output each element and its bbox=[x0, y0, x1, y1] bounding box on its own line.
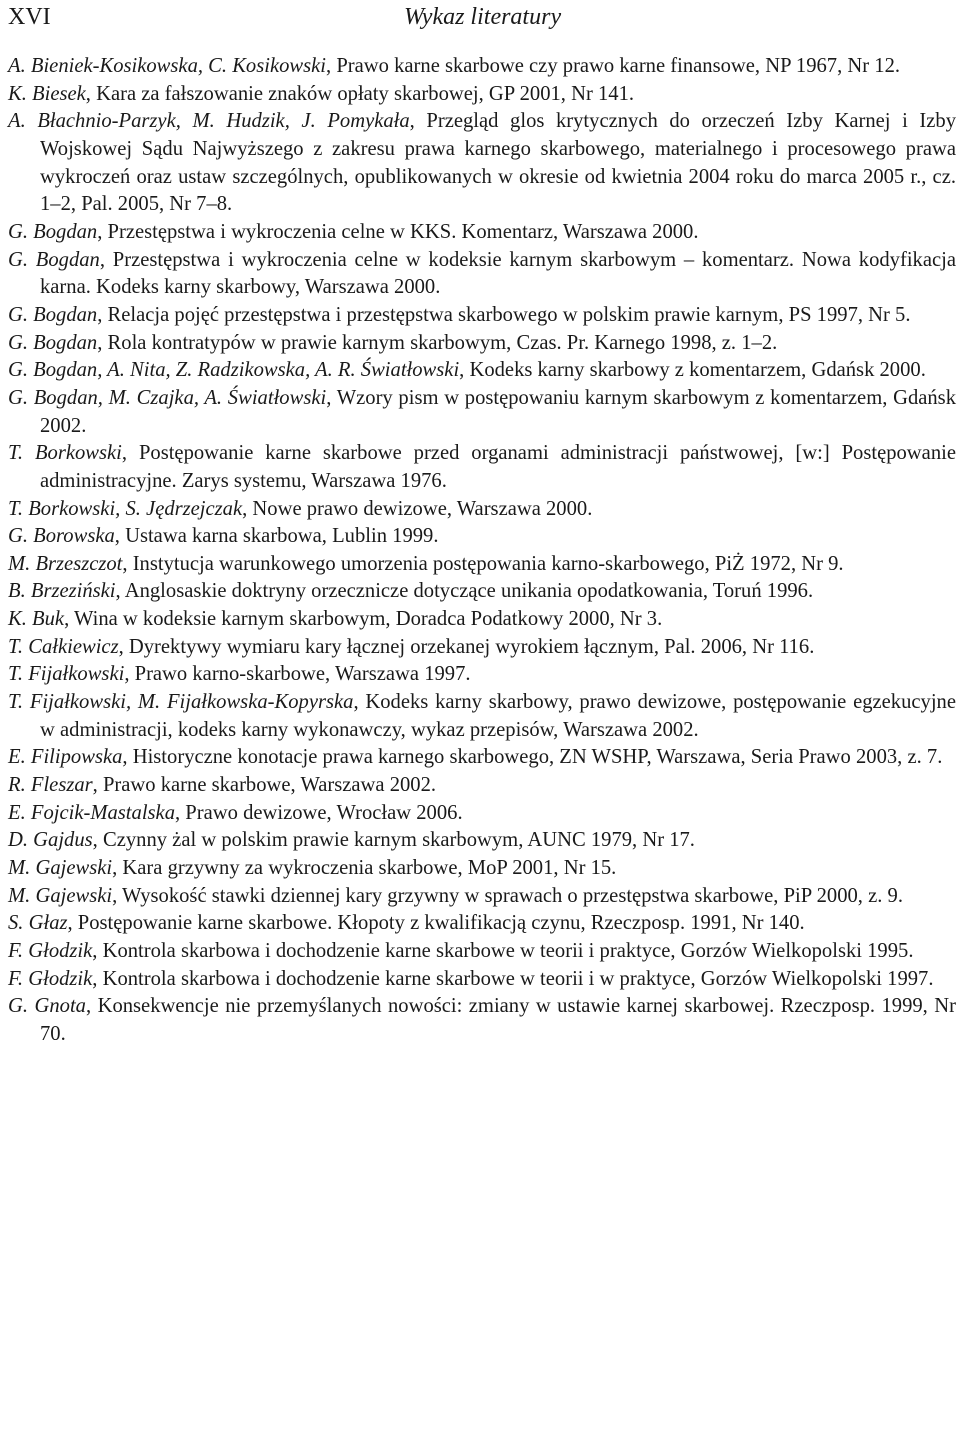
bibliography-entry bbox=[8, 938, 956, 966]
entry-text: , Instytucja warunkowego umorzenia postępowania karno-skarbowego, PiŻ 1972, Nr 9. bbox=[122, 552, 844, 575]
bibliography-entry bbox=[8, 551, 956, 579]
entry-text: , Kodeks karny skarbowy z komentarzem, Gdańsk 2000. bbox=[459, 359, 926, 382]
entry-authors: G. Bogdan bbox=[8, 331, 98, 354]
bibliography-entry bbox=[8, 385, 956, 440]
entry-authors: S. Głaz bbox=[8, 912, 68, 935]
entry-text: , Kontrola skarbowa i dochodzenie karne skarbowe w teorii i praktyce, Gorzów Wielkopolski 1995. bbox=[92, 940, 914, 962]
entry-authors: G. Bogdan, A. Nita, Z. Radzikowska, A. R. Światłowski bbox=[8, 359, 460, 382]
bibliography-entry bbox=[8, 302, 956, 330]
entry-text: , Rola kontratypów w prawie karnym skarbowym, Czas. Pr. Karnego 1998, z. 1–2. bbox=[97, 331, 778, 354]
entry-text: , Kara za fałszowanie znaków opłaty skarbowej, GP 2001, Nr 141. bbox=[85, 82, 635, 105]
bibliography-entry bbox=[8, 606, 956, 634]
entry-text: , Wzory pism w postępowaniu karnym skarbowym z komentarzem, Gdańsk 2002. bbox=[40, 386, 956, 437]
entry-text: , Kodeks karny skarbowy, prawo dewizowe, postępowanie egzekucyjne w administracji, kodeks karny wykonawczy, wykaz przepisów, Warszawa 2002. bbox=[40, 691, 956, 741]
entry-text: , Prawo karne skarbowe, Warszawa 2002. bbox=[92, 774, 437, 797]
entry-text: , Przestępstwa i wykroczenia celne w KKS. Komentarz, Warszawa 2000. bbox=[97, 220, 699, 243]
entry-text: , Postępowanie karne skarbowe. Kłopoty z kwalifikacją czynu, Rzeczposp. 1991, Nr 140. bbox=[67, 912, 805, 935]
entry-authors: B. Brzeziński bbox=[8, 580, 116, 603]
bibliography-entry bbox=[8, 910, 956, 938]
entry-text: , Dyrektywy wymiaru kary łącznej orzekanej wyrokiem łącznym, Pal. 2006, Nr 116. bbox=[118, 635, 815, 658]
entry-text: , Prawo karno-skarbowe, Warszawa 1997. bbox=[124, 663, 471, 686]
entry-authors: M. Gajewski bbox=[8, 857, 113, 880]
bibliography-entry bbox=[8, 81, 956, 109]
entry-authors: G. Borowska bbox=[8, 525, 115, 548]
bibliography-entry bbox=[8, 772, 956, 800]
entry-text: , Historyczne konotacje prawa karnego skarbowego, ZN WSHP, Warszawa, Seria Prawo 2003, z. 7. bbox=[122, 746, 943, 769]
entry-text: , Czynny żal w polskim prawie karnym skarbowym, AUNC 1979, Nr 17. bbox=[92, 829, 695, 852]
bibliography-entry bbox=[8, 744, 956, 772]
entry-authors: E. Fojcik-Mastalska bbox=[8, 801, 175, 824]
entry-text: , Kontrola skarbowa i dochodzenie karne skarbowe w teorii i w praktyce, Gorzów Wielkopolski 1997. bbox=[92, 967, 934, 990]
entry-authors: G. Bogdan bbox=[8, 220, 98, 243]
bibliography-entry bbox=[8, 966, 956, 994]
entry-authors: A. Błachnio-Parzyk, M. Hudzik, J. Pomykała bbox=[8, 110, 410, 133]
bibliography-entry bbox=[8, 440, 956, 495]
entry-text: , Ustawa karna skarbowa, Lublin 1999. bbox=[114, 525, 439, 548]
entry-text: , Relacja pojęć przestępstwa i przestępstwa skarbowego w polskim prawie karnym, PS 1997, Nr 5. bbox=[97, 303, 911, 326]
bibliography-entry bbox=[8, 357, 956, 385]
bibliography-entry bbox=[8, 661, 956, 689]
entry-text: , Nowe prawo dewizowe, Warszawa 2000. bbox=[242, 497, 593, 520]
bibliography-list bbox=[8, 53, 956, 1049]
page-header bbox=[8, 2, 952, 32]
entry-authors: A. Bieniek-Kosikowska, C. Kosikowski bbox=[8, 55, 327, 77]
entry-authors: T. Fijałkowski bbox=[8, 663, 125, 686]
entry-text: , Przestępstwa i wykroczenia celne w kodeksie karnym skarbowym – komentarz. Nowa kodyfikacja karna. Kodeks karny skarbowy, Warszawa 2000. bbox=[40, 248, 956, 299]
entry-authors: T. Fijałkowski, M. Fijałkowska-Kopyrska bbox=[8, 691, 354, 714]
entry-authors: T. Całkiewicz bbox=[8, 635, 119, 658]
entry-text: , Przegląd glos krytycznych do orzeczeń Izby Karnej i Izby Wojskowej Sądu Najwyższego z zakresu prawa karnego skarbowego, materialnego i procesowego prawa wykroczeń oraz ustaw szczególnych, opublikowanych w okresie od kwietnia 2004 roku do marca 2005 r., cz. 1–2, Pal. 2005, Nr 7–8. bbox=[40, 110, 956, 216]
bibliography-entry bbox=[8, 800, 956, 828]
bibliography-entry bbox=[8, 523, 956, 551]
entry-text: , Kara grzywny za wykroczenia skarbowe, MoP 2001, Nr 15. bbox=[112, 857, 617, 880]
entry-authors: K. Buk bbox=[8, 608, 65, 631]
entry-authors: T. Borkowski bbox=[8, 442, 122, 465]
bibliography-entry bbox=[8, 247, 956, 302]
entry-authors: G. Bogdan bbox=[8, 303, 98, 326]
bibliography-entry bbox=[8, 219, 956, 247]
entry-authors: G. Bogdan bbox=[8, 248, 100, 271]
entry-authors: D. Gajdus bbox=[8, 829, 93, 852]
bibliography-entry bbox=[8, 108, 956, 219]
entry-text: , Postępowanie karne skarbowe przed organami administracji państwowej, [w:] Postępowanie administracyjne. Zarys systemu, Warszawa 1976. bbox=[40, 442, 956, 492]
bibliography-entry bbox=[8, 634, 956, 662]
bibliography-entry bbox=[8, 578, 956, 606]
bibliography-entry bbox=[8, 855, 956, 883]
entry-authors: T. Borkowski, S. Jędrzejczak bbox=[8, 497, 243, 520]
bibliography-entry bbox=[8, 496, 956, 524]
running-title: Wykaz literatury bbox=[404, 4, 562, 30]
entry-authors: R. Fleszar bbox=[8, 774, 93, 797]
bibliography-entry bbox=[8, 993, 956, 1048]
entry-text: , Konsekwencje nie przemyślanych nowości: zmiany w ustawie karnej skarbowej. Rzeczposp. 1999, Nr 70. bbox=[40, 995, 957, 1045]
bibliography-entry bbox=[8, 827, 956, 855]
entry-text: , Wina w kodeksie karnym skarbowym, Doradca Podatkowy 2000, Nr 3. bbox=[64, 608, 663, 631]
entry-authors: G. Bogdan, M. Czajka, A. Światłowski bbox=[8, 386, 327, 409]
entry-authors: F. Głodzik bbox=[8, 967, 93, 990]
entry-authors: F. Głodzik bbox=[8, 940, 93, 962]
page-number: XVI bbox=[8, 4, 51, 30]
bibliography-entry bbox=[8, 53, 956, 81]
bibliography-entry bbox=[8, 883, 956, 911]
entry-authors: M. Gajewski bbox=[8, 884, 113, 907]
entry-authors: E. Filipowska bbox=[8, 746, 123, 769]
bibliography-entry bbox=[8, 330, 956, 358]
bibliography-entry bbox=[8, 689, 956, 744]
entry-text: , Prawo karne skarbowe czy prawo karne finansowe, NP 1967, Nr 12. bbox=[326, 55, 901, 77]
entry-text: , Anglosaskie doktryny orzecznicze dotyczące unikania opodatkowania, Toruń 1996. bbox=[115, 580, 814, 603]
entry-text: , Prawo dewizowe, Wrocław 2006. bbox=[175, 801, 463, 824]
entry-authors: G. Gnota bbox=[8, 995, 86, 1018]
entry-authors: M. Brzeszczot bbox=[8, 552, 123, 575]
entry-authors: K. Biesek bbox=[8, 82, 86, 105]
entry-text: , Wysokość stawki dziennej kary grzywny w sprawach o przestępstwa skarbowe, PiP 2000, z. 9. bbox=[112, 884, 903, 907]
